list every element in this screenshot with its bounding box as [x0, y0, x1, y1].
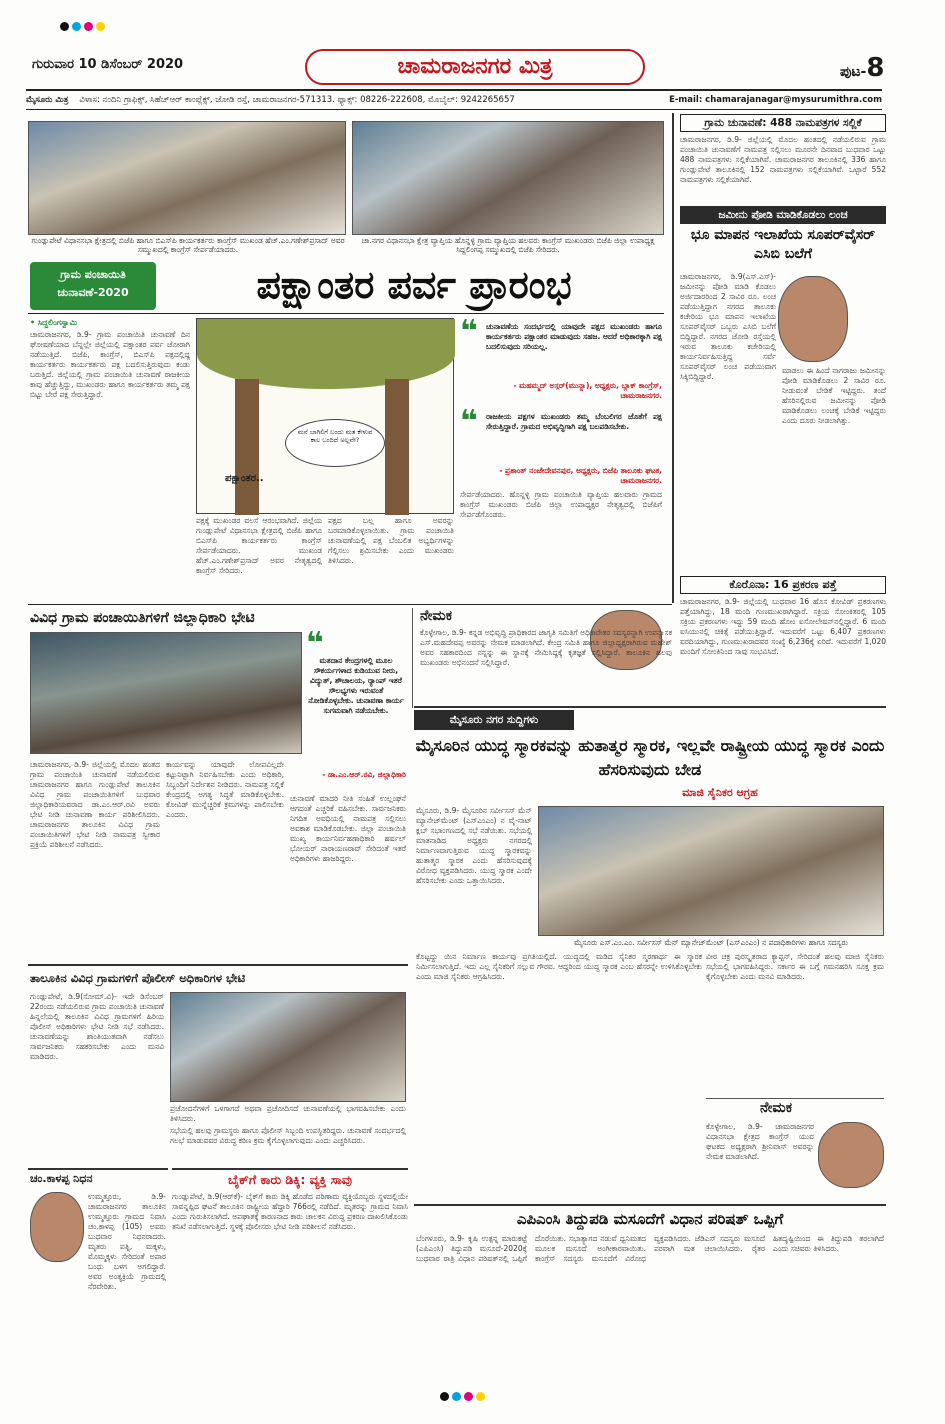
obituary-head: ಚಂ.ಕಾಳಪ್ಪ ನಿಧನ — [30, 1172, 93, 1185]
strip-logo: ಮೈಸೂರು ಮಿತ್ರ — [26, 95, 69, 105]
lead-headline: ಪಕ್ಷಾಂತರ ಪರ್ವ ಪ್ರಾರಂಭ — [256, 263, 572, 307]
reg-black-dot — [60, 22, 69, 31]
appt-divider — [412, 608, 413, 708]
cartoon-speech-bubble: ಮನೆ ಬಾಗಿಲಿಗೆ ಬಂದು ಮತ ಕೇಳುವ ಕಾಲ ಬಂದಿದೆ ಅಲ್ಲವೇ? — [285, 419, 385, 467]
police-rule — [28, 964, 408, 966]
dc-quote: ಮತದಾನ ಕೇಂದ್ರಗಳಲ್ಲಿ ಮೂಲ ಸೌಕರ್ಯಗಳಾದ ಕುಡಿಯುವ ನೀರು, ವಿದ್ಯುತ್, ಶೌಚಾಲಯ, ರ್‍ಯಾಂಪ್ ಇತರೆ ಸೌಲಭ್ಯಗಳು ಇರುವಂತೆ ನೋಡಿಕೊಳ್ಳಬೇಕು. ಚುನಾವಣಾ ಕಾರ್ಯ ಸುಗಮವಾಗಿ ನಡೆಯಬೇಕು. — [308, 656, 404, 715]
mysuru-body-2: ಕೊಟ್ಟದ್ದು ಯಿನ ನಿರ್ಮಾಣ ಕಾರ್ಯವು ಪ್ರಗತಿಯಲ್ಲಿದೆ. ಯುದ್ಧದಲ್ಲಿ ಮಡಿದ ಸೈನಿಕರ ಸ್ಮರಣಾರ್ಥ ಈ ಸ್ಮಾರಕ ನಿರ್ಮಿಸಲಾಗುತ್ತಿದೆ. ಇದು ಎಲ್ಲ ಸೈನಿಕರಿಗೆ ಸಲ್ಲುವ ಗೌರವ. ಆದ್ದರಿಂದ ಯುದ್ಧ ಸ್ಮಾರಕ ಎಂಬ ಹೆಸರನ್ನೇ ಉಳಿಸಿಕೊಳ್ಳಬೇಕು ಎಂದು ಮಾಜಿ ಸೈನಿಕರು ಆಗ್ರಹಿಸಿದರು. — [416, 952, 702, 981]
suspect-photo — [778, 276, 848, 362]
lead-photo-2 — [352, 121, 664, 235]
police-photo-caption: ಪ್ರಚೋದನೆಗಳಿಗೆ ಒಳಗಾಗದೆ ಅಥವಾ ಪ್ರಚೋದಿಸದೆ ಚುನಾವಣೆಯಲ್ಲಿ ಭಾಗವಹಿಸಬೇಕು ಎಂದು ತಿಳಿಸಿದರು. — [170, 1104, 406, 1123]
kicker-line-2: ಚುನಾವಣೆ-2020 — [57, 286, 129, 299]
apmc-head: ಎಪಿಎಂಸಿ ತಿದ್ದುಪಡಿ ಮಸೂದೆಗೆ ವಿಧಾನ ಪರಿಷತ್ ಒಪ್ಪಿಗೆ — [516, 1210, 784, 1228]
appointment-head: ನೇಮಕ — [420, 608, 452, 624]
reg-cyan-dot — [72, 22, 81, 31]
quote-mark-2: ❝ — [460, 404, 478, 439]
quote-mark-1: ❝ — [460, 314, 478, 349]
lead-photo-1 — [28, 121, 346, 235]
cartoon-caption: ಪಕ್ಷಾಂತರ.. — [225, 473, 264, 484]
police-photo — [170, 992, 406, 1102]
lead-kicker — [30, 262, 156, 310]
cartoon-trunk-2 — [385, 379, 409, 515]
accident-head: ಬೈಕ್‌ಗೆ ಕಾರು ಡಿಕ್ಕಿ: ವ್ಯಕ್ತಿ ಸಾವು — [228, 1172, 352, 1187]
obituary-body: ಉಮ್ಮತ್ತೂರು, ಡಿ.9- ಚಾಮರಾಜನಗರ ತಾಲೂಕಿನ ಉಮ್ಮತ್ತೂರು ಗ್ರಾಮದ ನಿವಾಸಿ ಚಂ.ಕಾಳಪ್ಪ (105) ಅವರು ಬುಧವಾರ ನಿಧನರಾದರು. ಮೃತರು ಪತ್ನಿ, ಮಕ್ಕಳು, ಮೊಮ್ಮಕ್ಕಳು ಸೇರಿದಂತೆ ಅಪಾರ ಬಂಧು ಬಳಗ ಅಗಲಿದ್ದಾರೆ. ಅವರ ಅಂತ್ಯಕ್ರಿಯೆ ಗ್ರಾಮದಲ್ಲಿ ನೆರವೇರಿತು. — [88, 1192, 166, 1291]
accident-rule — [172, 1168, 408, 1170]
registration-marks-bottom — [440, 1392, 485, 1401]
reg-magenta-dot — [464, 1392, 473, 1401]
mid-rule — [28, 604, 672, 605]
mysuru-body-3: ವೀರ ಚಕ್ರ ಪುರಸ್ಕೃತರಾದ ಕ್ಯಾಪ್ಟನ್, ಸೇರಿದಂತೆ ಹಲವು ಮಾಜಿ ಸೈನಿಕರು ಸಭೆಯಲ್ಲಿ ಭಾಗವಹಿಸಿದ್ದರು. ಸರ್ಕಾರ ಈ ಬಗ್ಗೆ ಗಮನಹರಿಸಿ ಸೂಕ್ತ ಕ್ರಮ ಕೈಗೊಳ್ಳಬೇಕು ಎಂದು ಮನವಿ ಮಾಡಿದರು. — [706, 952, 884, 981]
mysuru-headline: ಮೈಸೂರಿನ ಯುದ್ಧ ಸ್ಮಾರಕವನ್ನು ಹುತಾತ್ಮರ ಸ್ಮಾರಕ, ಇಲ್ಲವೇ ರಾಷ್ಟ್ರೀಯ ಯುದ್ಧ ಸ್ಮಾರಕ ಎಂದು ಹೆಸರಿಸುವುದು ಬೇಡ — [415, 736, 885, 779]
strip-email: E-mail: chamarajanagar@mysurumithra.com — [663, 93, 882, 107]
accident-body: ಗುಂಡ್ಲುಪೇಟೆ, ಡಿ.9(ಆರ್‌ಕೆ)- ಬೈಕ್‌ಗೆ ಕಾರು ಡಿಕ್ಕಿ ಹೊಡೆದ ಪರಿಣಾಮ ವ್ಯಕ್ತಿಯೊಬ್ಬರು ಸ್ಥಳದಲ್ಲಿಯೇ ಸಾವನ್ನಪ್ಪಿದ ಘಟನೆ ತಾಲೂಕಿನ ರಾಷ್ಟ್ರೀಯ ಹೆದ್ದಾರಿ 766ರಲ್ಲಿ ನಡೆದಿದೆ. ಮೃತರನ್ನು ಗ್ರಾಮದ ನಿವಾಸಿ ಎಂದು ಗುರುತಿಸಲಾಗಿದೆ. ಅಪಘಾತಕ್ಕೆ ಕಾರಣನಾದ ಕಾರು ಚಾಲಕನ ವಿರುದ್ಧ ಪ್ರಕರಣ ದಾಖಲಿಸಿಕೊಂಡು ತನಿಖೆ ನಡೆಸಲಾಗುತ್ತಿದೆ. ಸ್ಥಳಕ್ಕೆ ಪೊಲೀಸರು ಭೇಟಿ ನೀಡಿ ಪರಿಶೀಲನೆ ನಡೆಸಿದರು. — [172, 1192, 408, 1231]
dc-quote-mark: ❝ — [306, 626, 324, 661]
story2-body-2: ಮಾಡಲು ಈ ಹಿಂದೆ ನಾಗರಾಜು ಜಮೀನನ್ನು ಪೋಡಿ ಮಾಡಿಕೊಡಲು 2 ಸಾವಿರ ರೂ. ನೀಡುವಂತೆ ಬೇಡಿಕೆ ಇಟ್ಟಿದ್ದರು. ತಂದೆ ಹೆಸರಿನಲ್ಲಿರುವ ಜಮೀನನ್ನು ಪೋಡಿ ಮಾಡಿಕೊಡಲು ಲಂಚಕ್ಕೆ ಬೇಡಿಕೆ ಇಟ್ಟಿದ್ದರು ಎಂದು ದೂರು ನೀಡಲಾಗಿತ್ತು. — [782, 366, 886, 425]
quote-2-author: - ಪ್ರಶಾಂತ್ ನಂಜೇದೇವನಪುರ, ಅಧ್ಯಕ್ಷರು, ಬಿಜೆಪಿ ತಾಲೂಕು ಘಟಕ, ಚಾಮರಾಜನಗರ. — [499, 466, 662, 485]
mysuru-section-head: ಮೈಸೂರು ನಗರ ಸುದ್ದಿಗಳು — [414, 710, 574, 730]
mysuru-photo-caption: ಮೈಸೂರು ಎಸ್.ಎಂ.ಎಂ. ಸರ್ವೀಸಸ್ ಮೆನ್ ಮ್ಯಾನೇಜ್‌ಮೆಂಟ್ (ಎಸ್‌ಎಂಎಂ) ನ ಪದಾಧಿಕಾರಿಗಳು ಹಾಗೂ ಸದಸ್ಯರು — [574, 938, 848, 947]
police-body-2: ಸಭೆಯಲ್ಲಿ ಹಲವು ಗ್ರಾಮಸ್ಥರು ಹಾಗೂ ಪೊಲೀಸ್ ಸಿಬ್ಬಂದಿ ಉಪಸ್ಥಿತರಿದ್ದರು. ಚುನಾವಣೆ ಸಂದರ್ಭದಲ್ಲಿ ಗಲಭೆ ಮಾಡುವವರ ವಿರುದ್ಧ ಕಠಿಣ ಕ್ರಮ ಕೈಗೊಳ್ಳಲಾಗುವುದು ಎಂದು ಎಚ್ಚರಿಸಿದರು. — [170, 1126, 406, 1145]
reg-cyan-dot — [452, 1392, 461, 1401]
appointment2-head: ನೇಮಕ — [760, 1100, 792, 1116]
lead-photo-1-caption: ಗುಂಡ್ಲುಪೇಟೆ ವಿಧಾನಸಭಾ ಕ್ಷೇತ್ರದಲ್ಲಿ ಬಿಜೆಪಿ ಹಾಗೂ ಬಿಎಸ್‌ಪಿ ಕಾರ್ಯಕರ್ತರು ಕಾಂಗ್ರೆಸ್ ಮುಖಂಡ ಹೆಚ್.ಎಂ.ಗಣೇಶ್‌ಪ್ರಸಾದ್ ಅವರ ಸಮ್ಮುಖದಲ್ಲಿ ಕಾಂಗ್ರೆಸ್ ಸೇರ್ಪಡೆಯಾದರು. — [31, 236, 345, 254]
appt2-rule — [706, 1098, 884, 1099]
mysuru-photo — [538, 806, 884, 936]
dc-body-2: ಕಾರ್ಯವನ್ನು ಯಾವುದೇ ಲೋಪವಿಲ್ಲದೇ ಕಟ್ಟುನಿಟ್ಟಾಗಿ ನಿರ್ವಹಿಸಬೇಕು ಎಂದು ಅಧಿಕಾರಿ, ಸಿಬ್ಬಂದಿಗೆ ನಿರ್ದೇಶನ ನೀಡಿದರು. ನಾಮಪತ್ರ ಸಲ್ಲಿಕೆ ಕೇಂದ್ರದಲ್ಲಿ ಅಗತ್ಯ ಸಿದ್ಧತೆ ಮಾಡಿಕೊಳ್ಳಬೇಕು. ಕೋವಿಡ್ ಮುನ್ನೆಚ್ಚರಿಕೆ ಕ್ರಮಗಳನ್ನು ಪಾಲಿಸಬೇಕು ಎಂದರು. — [166, 760, 284, 819]
cartoon-trunk-1 — [235, 379, 259, 515]
quote-1: ಚುನಾವಣೆಯ ಸಂದರ್ಭದಲ್ಲಿ ಯಾವುದೇ ಪಕ್ಷದ ಮುಖಂಡರು ಹಾಗೂ ಕಾರ್ಯಕರ್ತರು ಪಕ್ಷಾಂತರ ಮಾಡುವುದು ಸಹಜ. ಆದರೆ ಅಧಿಕಾರಕ್ಕಾಗಿ ಪಕ್ಷ ಬದಲಿಸುವುದು ಸರಿಯಲ್ಲ. — [486, 322, 662, 351]
police-head: ತಾಲೂಕಿನ ವಿವಿಧ ಗ್ರಾಮಗಳಿಗೆ ಪೊಲೀಸ್ ಅಧಿಕಾರಿಗಳ ಭೇಟಿ — [30, 971, 246, 985]
cartoon — [196, 318, 454, 514]
contact-strip — [26, 93, 882, 107]
story3-body: ಚಾಮರಾಜನಗರ, ಡಿ.9- ಜಿಲ್ಲೆಯಲ್ಲಿ ಬುಧವಾರ 16 ಹೊಸ ಕೋವಿಡ್ ಪ್ರಕರಣಗಳು ಪತ್ತೆಯಾಗಿದ್ದು, 18 ಮಂದಿ ಗುಣಮುಖರಾಗಿದ್ದಾರೆ. ಸಕ್ರಿಯ ಸೋಂಕಿತರಲ್ಲಿ 105 ಸಕ್ರಿಯ ಪ್ರಕರಣಗಳು ಇದ್ದು 59 ಮಂದಿ ಹೋಂ ಐಸೋಲೇಷನ್‌ನಲ್ಲಿದ್ದಾರೆ. 6 ಮಂದಿ ಐಸಿಯುನಲ್ಲಿ ಚಿಕಿತ್ಸೆ ಪಡೆಯುತ್ತಿದ್ದಾರೆ. ಇದುವರೆಗೆ ಒಟ್ಟು 6,407 ಪ್ರಕರಣಗಳು ವರದಿಯಾಗಿದ್ದು, ಗುಣಮುಖರಾದವರ ಸಂಖ್ಯೆ 6,236ಕ್ಕೆ ಏರಿದೆ. ಇದುವರೆಗೆ 1,020 ಮಂದಿಗೆ ಸೋಂಕಿನಿಂದ ಸಾವು ಸಂಭವಿಸಿದೆ. — [680, 597, 886, 656]
issue-date: ಗುರುವಾರ 10 ಡಿಸೆಂಬರ್ 2020 — [32, 57, 184, 72]
lead-body-3: ಪಕ್ಷದ ಬಲ್ಲ ಹಾಗೂ ಅವರನ್ನು ಬರಮಾಡಿಕೊಳ್ಳಲಾಯಿತು. ಗ್ರಾಮ ಪಂಚಾಯಿತಿ ಚುನಾವಣೆಯಲ್ಲಿ ಪಕ್ಷ ಬೆಂಬಲಿತ ಅಭ್ಯರ್ಥಿಗಳನ್ನು ಗೆಲ್ಲಿಸಲು ಶ್ರಮಿಸಬೇಕು ಎಂದು ಮುಖಂಡರು ತಿಳಿಸಿದರು. — [328, 516, 454, 565]
story2-kicker: ಜಮೀನು ಪೋಡಿ ಮಾಡಿಕೊಡಲು ಲಂಚ — [680, 206, 886, 224]
dc-visit-photo — [30, 632, 302, 754]
mysuru-body-1: ಮೈಸೂರು, ಡಿ.9- ಮೈಸೂರಿನ ಸರ್ವೀಸಸ್ ಮೆನ್ ಮ್ಯಾನೇಜ್‌ಮೆಂಟ್ (ಎಸ್‌ಎಂಎಂ) ನ ವೈ-ನಾಟ್ ಕ್ಲಬ್ ಸಭಾಂಗಣದಲ್ಲಿ ಸಭೆ ನಡೆಯಿತು. ಸಭೆಯಲ್ಲಿ ಮಾತನಾಡಿದ ಅಧ್ಯಕ್ಷರು ನಗರದಲ್ಲಿ ನಿರ್ಮಾಣವಾಗುತ್ತಿರುವ ಯುದ್ಧ ಸ್ಮಾರಕವನ್ನು ಹುತಾತ್ಮರ ಸ್ಮಾರಕ ಎಂದು ಹೆಸರಿಸುವುದಕ್ಕೆ ವಿರೋಧ ವ್ಯಕ್ತಪಡಿಸಿದರು. ಯುದ್ಧ ಸ್ಮಾರಕ ಎಂದೇ ಹೆಸರಿಸಬೇಕು ಎಂದು ಒತ್ತಾಯಿಸಿದರು. — [416, 806, 532, 885]
header-rule — [26, 89, 882, 91]
lead-body-2: ಪಕ್ಷಕ್ಕೆ ಮುಖಂಡರ ವಲಸೆ ಆರಂಭವಾಗಿದೆ. ಜಿಲ್ಲೆಯ ಗುಂಡ್ಲುಪೇಟೆ ವಿಧಾನಸಭಾ ಕ್ಷೇತ್ರದಲ್ಲಿ ಬಿಜೆಪಿ ಹಾಗೂ ಬಿಎಸ್‌ಪಿ ಕಾರ್ಯಕರ್ತರು ಕಾಂಗ್ರೆಸ್ ಸೇರ್ಪಡೆಯಾದರು. ಮುಖಂಡ ಹೆಚ್.ಎಂ.ಗಣೇಶ್‌ಪ್ರಸಾದ್ ಅವರ ನೇತೃತ್ವದಲ್ಲಿ ಕಾಂಗ್ರೆಸ್ ಸೇರಿದರು. — [196, 516, 322, 575]
lead-body-4: ಸೇರ್ಪಡೆಯಾದರು. ಹೊನ್ನಳ್ಳಿ ಗ್ರಾಮ ಪಂಚಾಯಿತಿ ವ್ಯಾಪ್ತಿಯ ಹಲವಾರು ಗ್ರಾಮದ ಕಾಂಗ್ರೆಸ್ ಮುಖಂಡರು ಬಿಜೆಪಿ ಜಿಲ್ಲಾ ಉಪಾಧ್ಯಕ್ಷರ ನೇತೃತ್ವದಲ್ಲಿ ಬಿಜೆಪಿಗೆ ಸೇರ್ಪಡೆಗೊಂಡರು. — [460, 490, 662, 519]
kicker-line-1: ಗ್ರಾಮ ಪಂಚಾಯಿತಿ — [60, 268, 126, 281]
registration-marks-top — [60, 22, 105, 31]
story2-body: ಚಾಮರಾಜನಗರ, ಡಿ.9(ಎಸ್.ಎಸ್)- ಜಮೀನನ್ನು ಪೋಡಿ ಮಾಡಿ ಕೊಡಲು ಅರ್ಜಿದಾರರಿಂದ 2 ಸಾವಿರ ರೂ. ಲಂಚ ಪಡೆಯುತ್ತಿದ್ದಾಗ ನಗರದ ತಾಲೂಕು ಕಚೇರಿಯ ಭೂ ಮಾಪನ ಇಲಾಖೆಯ ಸೂಪರ್‌ವೈಸರ್ ಒಬ್ಬರು ಎಸಿಬಿ ಬಲೆಗೆ ಬಿದ್ದಿದ್ದಾರೆ. ನಗರದ ಜೋಡಿ ರಸ್ತೆಯಲ್ಲಿ ಇರುವ ತಾಲೂಕು ಕಚೇರಿಯಲ್ಲಿ ಕಾರ್ಯನಿರ್ವಹಿಸುತ್ತಿದ್ದ ಸರ್ವೆ ಸೂಪರ್‌ವೈಸರ್ ಲಂಚ ಪಡೆಯುವಾಗ ಸಿಕ್ಕಿಬಿದ್ದಿದ್ದಾರೆ. — [680, 272, 776, 381]
quote-2: ರಾಜಕೀಯ ಪಕ್ಷಗಳ ಮುಖಂಡರು ತಮ್ಮ ಬೆಂಬಲಿಗರ ಜೊತೆಗೆ ಪಕ್ಷ ಸೇರುತ್ತಿದ್ದಾರೆ. ಗ್ರಾಮದ ಅಭಿವೃದ್ಧಿಗಾಗಿ ಪಕ್ಷ ಬಲಪಡಿಸಬೇಕು. — [486, 412, 662, 431]
page-number: ಪುಟ-8 — [840, 53, 885, 83]
appointment2-body: ಕೊಳ್ಳೇಗಾಲ, ಡಿ.9- ಚಾಮರಾಜನಗರ ವಿಧಾನಸಭಾ ಕ್ಷೇತ್ರದ ಕಾಂಗ್ರೆಸ್ ಯುವ ಘಟಕದ ಅಧ್ಯಕ್ಷರಾಗಿ ಶ್ರೀನಿವಾಸ್ ಅವರನ್ನು ನೇಮಕ ಮಾಡಲಾಗಿದೆ. — [706, 1122, 814, 1161]
dc-body-3: ಚುನಾವಣೆ ಮಾದರಿ ನೀತಿ ಸಂಹಿತೆ ಉಲ್ಲಂಘನೆ ಆಗದಂತೆ ಎಚ್ಚರಿಕೆ ವಹಿಸಬೇಕು. ಸಾರ್ವಜನಿಕರು ನಿಗದಿತ ಅವಧಿಯಲ್ಲಿ ನಾಮಪತ್ರ ಸಲ್ಲಿಸಲು ಅವಕಾಶ ಮಾಡಿಕೊಡಬೇಕು. ಜಿಲ್ಲಾ ಪಂಚಾಯಿತಿ ಮುಖ್ಯ ಕಾರ್ಯನಿರ್ವಹಣಾಧಿಕಾರಿ ಹರ್ಷಲ್ ಭೋಯರ್ ನಾರಾಯಣರಾವ್ ಸೇರಿದಂತೆ ಇತರೆ ಅಧಿಕಾರಿಗಳು ಹಾಜರಿದ್ದರು. — [290, 794, 406, 863]
story1-head: ಗ್ರಾಮ ಚುನಾವಣೆ: 488 ನಾಮಪತ್ರಗಳ ಸಲ್ಲಿಕೆ — [680, 114, 886, 132]
police-body-1: ಗುಂಡ್ಲುಪೇಟೆ, ಡಿ.9(ಸೋಮ್.ವಿ)- ಇದೇ ಡಿಸೆಂಬರ್ 22ರಂದು ನಡೆಯಲಿರುವ ಗ್ರಾಮ ಪಂಚಾಯಿತಿ ಚುನಾವಣೆ ಹಿನ್ನಲೆಯಲ್ಲಿ ತಾಲೂಕಿನ ವಿವಿಧ ಗ್ರಾಮಗಳಿಗೆ ಹಿರಿಯ ಪೊಲೀಸ್ ಅಧಿಕಾರಿಗಳು ಭೇಟಿ ನೀಡಿ ಸಭೆ ನಡೆಸಿದರು. ಚುನಾವಣೆಯನ್ನು ಶಾಂತಿಯುತವಾಗಿ ನಡೆಸಲು ಸಾರ್ವಜನಿಕರು ಸಹಕರಿಸಬೇಕು ಎಂದು ಮನವಿ ಮಾಡಿದರು. — [30, 992, 164, 1061]
appointee2-photo — [818, 1122, 884, 1188]
appointment-body: ಕೊಳ್ಳೇಗಾಲ, ಡಿ.9- ಕನ್ನಡ ಅಭಿವೃದ್ಧಿ ಪ್ರಾಧಿಕಾರದ ಜಾಗೃತಿ ಸಮಿತಿಗೆ ಅಧಿಕಾರೇತರ ಸದಸ್ಯರನ್ನಾಗಿ ಉಪನ್ಯಾಸಕ ಎಸ್.ಮಹದೇವಪ್ಪ ಅವರನ್ನು ನೇಮಕ ಮಾಡಲಾಗಿದೆ. ಕೇಂದ್ರ ಸಮಿತಿ ಹಾಗೂ ಜಿಲ್ಲಾಧ್ಯಕ್ಷರಾಗಿರುವ ಮಹೇಶ್ ಅವರ ಸಹಕಾರದಿಂದ ನನ್ನನ್ನು ಈ ಸ್ಥಾನಕ್ಕೆ ನೇಮಿಸಿದ್ದಕ್ಕೆ ಕೃತಜ್ಞತೆ ಸಲ್ಲಿಸಿದ್ದಾರೆ. ತಾಲೂಕಿನ ಹಲವು ಮುಖಂಡರು ಅಭಿನಂದನೆ ಸಲ್ಲಿಸಿದ್ದಾರೆ. — [420, 628, 672, 667]
reg-black-dot — [440, 1392, 449, 1401]
lead-byline: • ಸಿದ್ದಲಿಂಗಸ್ವಾಮಿ — [30, 318, 78, 327]
story1-body: ಚಾಮರಾಜನಗರ, ಡಿ.9- ಜಿಲ್ಲೆಯಲ್ಲಿ ಮೊದಲ ಹಂತದಲ್ಲಿ ನಡೆಯಲಿರುವ ಗ್ರಾಮ ಪಂಚಾಯಿತಿ ಚುನಾವಣೆಗೆ ನಾಮಪತ್ರ ಸಲ್ಲಿಸಲು ಮೂರನೇ ದಿನವಾದ ಬುಧವಾರ ಒಟ್ಟು 488 ನಾಮಪತ್ರಗಳು ಸಲ್ಲಿಕೆಯಾಗಿವೆ. ಚಾಮರಾಜನಗರ ತಾಲೂಕಿನಲ್ಲಿ 336 ಹಾಗೂ ಗುಂಡ್ಲುಪೇಟೆ ತಾಲೂಕಿನಲ್ಲಿ 152 ನಾಮಪತ್ರಗಳು ಸಲ್ಲಿಕೆಯಾಗಿವೆ. ಒಟ್ಟಾರೆ 552 ನಾಮಪತ್ರಗಳು ಸಲ್ಲಿಕೆಯಾಗಿವೆ. — [680, 135, 886, 184]
story3-head: ಕೊರೊನಾ: 16 ಪ್ರಕರಣ ಪತ್ತೆ — [680, 576, 886, 594]
dc-body-1: ಚಾಮರಾಜನಗರ, ಡಿ.9- ಜಿಲ್ಲೆಯಲ್ಲಿ ಮೊದಲ ಹಂತದ ಗ್ರಾಮ ಪಂಚಾಯಿತಿ ಚುನಾವಣೆ ನಡೆಯಲಿರುವ ಚಾಮರಾಜನಗರ ಹಾಗೂ ಗುಂಡ್ಲುಪೇಟೆ ತಾಲೂಕಿನ ವಿವಿಧ ಗ್ರಾಮ ಪಂಚಾಯಿತಿಗಳಿಗೆ ಬುಧವಾರ ಜಿಲ್ಲಾಧಿಕಾರಿಯವರಾದ ಡಾ.ಎಂ.ಆರ್.ರವಿ ಅವರು ಭೇಟಿ ನೀಡಿ ಚುನಾವಣಾ ಕಾರ್ಯ ಪರಿಶೀಲಿಸಿದರು. ಚಾಮರಾಜನಗರ ತಾಲೂಕಿನ ವಿವಿಧ ಗ್ರಾಮ ಪಂಚಾಯಿತಿಗಳಿಗೆ ಭೇಟಿ ನೀಡಿ ನಾಮಪತ್ರ ಸ್ವೀಕಾರ ಪ್ರಕ್ರಿಯೆ ಪರಿಶೀಲನೆ ನಡೆಸಿದರು. — [30, 760, 160, 849]
story2-head: ಭೂ ಮಾಪನ ಇಲಾಖೆಯ ಸೂಪರ್‌ವೈಸರ್ ಎಸಿಬಿ ಬಲೆಗೆ — [690, 227, 876, 262]
lead-body-1: ಚಾಮರಾಜನಗರ, ಡಿ.9- ಗ್ರಾಮ ಪಂಚಾಯಿತಿ ಚುನಾವಣೆ ದಿನ ಘೋಷಣೆಯಾದ ಬೆನ್ನಲ್ಲೇ ಜಿಲ್ಲೆಯಲ್ಲಿ ಪಕ್ಷಾಂತರ ಪರ್ವ ಜೋರಾಗಿ ನಡೆಯುತ್ತಿದೆ. ಬಿಜೆಪಿ, ಕಾಂಗ್ರೆಸ್, ಬಿಎಸ್‌ಪಿ ಪಕ್ಷದಲ್ಲಿದ್ದ ಕಾರ್ಯಕರ್ತರು ಕಾರ್ಯಕರ್ತರು ಪಕ್ಷ ಬದಲಿಸುತ್ತಿರುವುದು ಕಂಡು ಬರುತ್ತಿದೆ. ಜಿಲ್ಲೆಯಲ್ಲಿ ಗ್ರಾಮ ಪಂಚಾಯಿತಿ ಚುನಾವಣೆ ರಾಜಕೀಯ ಕಾವು ಹೆಚ್ಚುತ್ತಿದ್ದು, ಮುಖಂಡರು ಹಾಗೂ ಕಾರ್ಯಕರ್ತರು ತಮ್ಮ ಪಕ್ಷ ಬಿಟ್ಟು ಬೇರೆ ಪಕ್ಷ ಸೇರುತ್ತಿದ್ದಾರೆ. — [30, 330, 190, 399]
lead-photo-2-caption: ಚಾ.ನಗರ ವಿಧಾನಸಭಾ ಕ್ಷೇತ್ರ ವ್ಯಾಪ್ತಿಯ ಹೊನ್ನಳ್ಳಿ ಗ್ರಾಮ ವ್ಯಾಪ್ತಿಯ ಹಲವರು ಕಾಂಗ್ರೆಸ್ ಮುಖಂಡರು ಬಿಜೆಪಿ ಜಿಲ್ಲಾ ಉಪಾಧ್ಯಕ್ಷ ಸಿದ್ದಲಿಂಗಪ್ಪ ಸಮ್ಮುಖದಲ್ಲಿ ಬಿಜೆಪಿ ಸೇರಿದರು. — [361, 236, 655, 254]
reg-yellow-dot — [96, 22, 105, 31]
reg-yellow-dot — [476, 1392, 485, 1401]
dc-visit-head: ವಿವಿಧ ಗ್ರಾಮ ಪಂಚಾಯಿತಿಗಳಿಗೆ ಜಿಲ್ಲಾಧಿಕಾರಿ ಭೇಟಿ — [30, 610, 255, 626]
dc-quote-author: - ಡಾ.ಎಂ.ಆರ್.ರವಿ, ಜಿಲ್ಲಾಧಿಕಾರಿ — [322, 770, 406, 779]
reg-magenta-dot — [84, 22, 93, 31]
strip-address: ವಿಳಾಸ: ನಂದಿನಿ ಗ್ರಾಫಿಕ್ಸ್, ಸಿಹೆಚ್‌ಆರ್ ಕಾಂಪ್ಲೆಕ್ಸ್, ಜೋಡಿ ರಸ್ತೆ, ಚಾಮರಾಜನಗರ-571313. ಫ್ಯಾಕ್ಸ್: 08226-222608, ಮೊಬೈಲ್: 9242265657 — [79, 95, 515, 105]
mysuru-rule — [414, 706, 886, 708]
mysuru-subhead: ಮಾಜಿ ಸೈನಿಕರ ಆಗ್ರಹ — [682, 786, 758, 799]
apmc-body: ಬೆಂಗಳೂರು, ಡಿ.9- ಕೃಷಿ ಉತ್ಪನ್ನ ಮಾರುಕಟ್ಟೆ (ಎಪಿಎಂಸಿ) ತಿದ್ದುಪಡಿ ಮಸೂದೆ-2020ಕ್ಕೆ ಬುಧವಾರ ರಾತ್ರಿ ವಿಧಾನ ಪರಿಷತ್‌ನಲ್ಲಿ ಒಪ್ಪಿಗೆ ದೊರೆಯಿತು. ಸಭಾತ್ಯಾಗದ ನಡುವೆ ಧ್ವನಿಮತದ ಮೂಲಕ ಮಸೂದೆ ಅಂಗೀಕಾರವಾಯಿತು. ಕಾಂಗ್ರೆಸ್ ಸದಸ್ಯರು ಮಸೂದೆಗೆ ವಿರೋಧ ವ್ಯಕ್ತಪಡಿಸಿದರು. ಜೆಡಿಎಸ್ ಸದಸ್ಯರು ಮಸೂದೆ ಪರವಾಗಿ ಮತ ಚಲಾಯಿಸಿದರು. ರೈತರ ಹಿತದೃಷ್ಟಿಯಿಂದ ಈ ತಿದ್ದುಪಡಿ ತರಲಾಗಿದೆ ಎಂದು ಸಚಿವರು ತಿಳಿಸಿದರು. — [416, 1234, 884, 1263]
lead-rule — [28, 313, 664, 314]
quote-1-author: - ಮಹಮ್ಮದ್ ಅಸ್ಗರ್(ಮುನ್ನಾ), ಅಧ್ಯಕ್ಷರು, ಬ್ಲಾಕ್ ಕಾಂಗ್ರೆಸ್, ಚಾಮರಾಜನಗರ. — [513, 381, 662, 400]
obit-rule — [28, 1168, 168, 1170]
apmc-rule — [414, 1204, 886, 1206]
masthead: ಚಾಮರಾಜನಗರ ಮಿತ್ರ — [305, 49, 645, 85]
header-rule-2 — [26, 109, 882, 110]
right-col-divider — [672, 113, 674, 603]
